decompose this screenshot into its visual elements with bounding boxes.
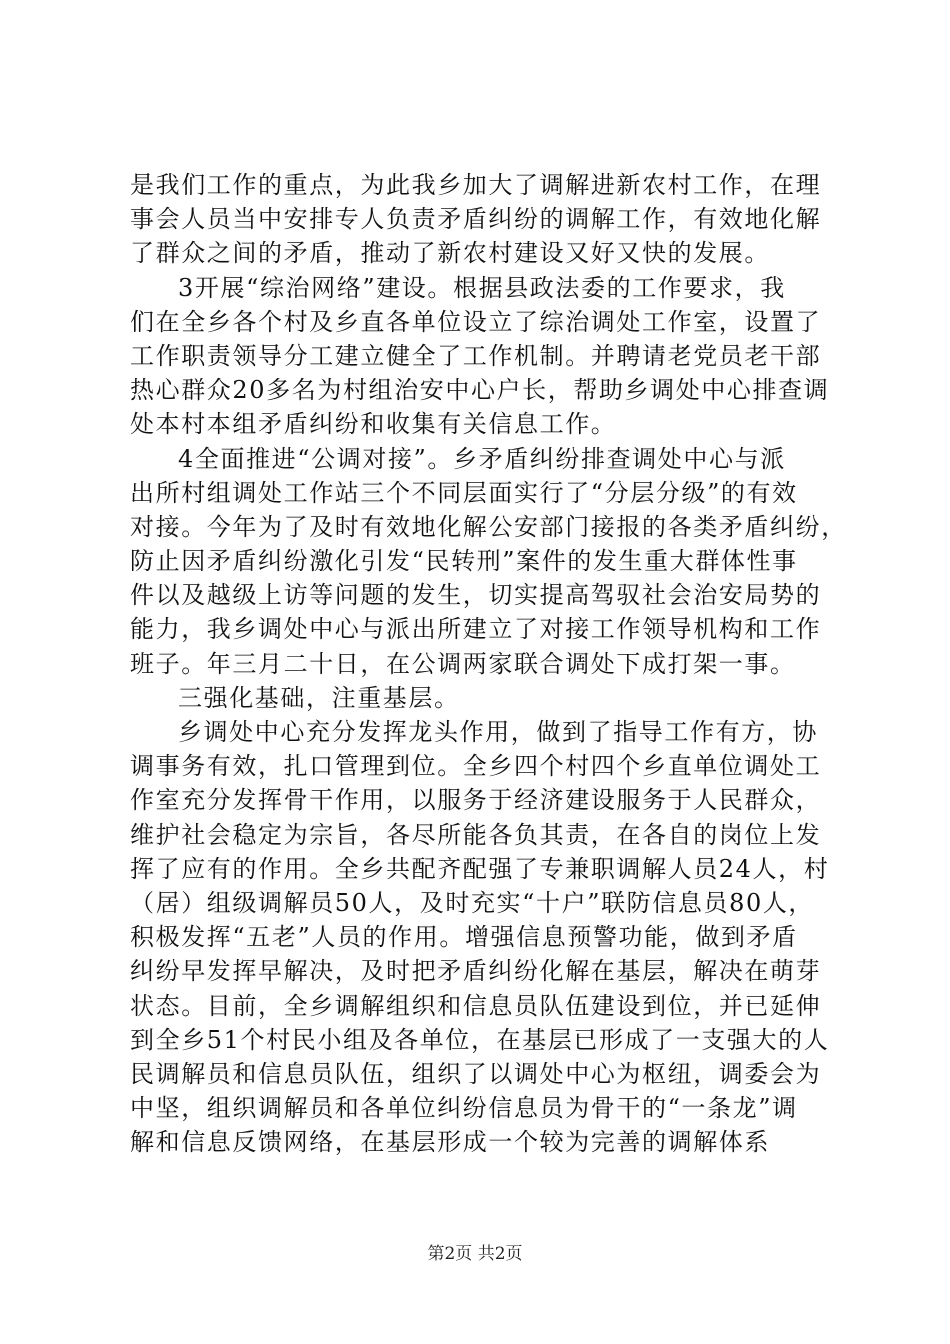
text-line: 是我们工作的重点，为此我乡加大了调解进新农村工作，在理 <box>130 171 822 199</box>
text-line: 三强化基础，注重基层。 <box>178 683 460 712</box>
text-line: 3开展“综治网络”建设。根据县政法委的工作要求，我 <box>178 273 786 302</box>
text-line: 调事务有效，扎口管理到位。全乡四个村四个乡直单位调处工 <box>130 752 822 781</box>
text-line: 了群众之间的矛盾，推动了新农村建设又好又快的发展。 <box>130 239 770 268</box>
text-line: 件以及越级上访等问题的发生，切实提高驾驭社会治安局势的 <box>130 581 822 610</box>
text-line: 挥了应有的作用。全乡共配齐配强了专兼职调解人员24人，村 <box>130 854 830 883</box>
text-line: 状态。目前，全乡调解组织和信息员队伍建设到位，并已延伸 <box>130 991 822 1020</box>
text-line: 工作职责领导分工建立健全了工作机制。并聘请老党员老干部 <box>130 341 822 370</box>
text-line: 对接。今年为了及时有效地化解公安部门接报的各类矛盾纠纷， <box>130 512 847 541</box>
text-line: 防止因矛盾纠纷激化引发“民转刑”案件的发生重大群体性事 <box>130 547 798 576</box>
text-line: 民调解员和信息员队伍，组织了以调处中心为枢纽，调委会为 <box>130 1059 822 1088</box>
text-line: 纠纷早发挥早解决，及时把矛盾纠纷化解在基层，解决在萌芽 <box>130 957 822 986</box>
text-line: 出所村组调处工作站三个不同层面实行了“分层分级”的有效 <box>130 478 798 507</box>
text-line: 能力，我乡调处中心与派出所建立了对接工作领导机构和工作 <box>130 615 822 644</box>
text-line: （居）组级调解员50人，及时充实“十户”联防信息员80人， <box>130 888 815 917</box>
text-line: 到全乡51个村民小组及各单位，在基层已形成了一支强大的人 <box>130 1025 830 1054</box>
text-line: 解和信息反馈网络，在基层形成一个较为完善的调解体系 <box>130 1128 770 1157</box>
text-line: 乡调处中心充分发挥龙头作用，做到了指导工作有方，协 <box>178 718 818 746</box>
text-line: 班子。年三月二十日，在公调两家联合调处下成打架一事。 <box>130 649 796 678</box>
text-line: 中坚，组织调解员和各单位纠纷信息员为骨干的“一条龙”调 <box>130 1094 798 1123</box>
page-footer: 第2页 共2页 <box>427 1244 523 1264</box>
text-line: 积极发挥“五老”人员的作用。增强信息预警功能，做到矛盾 <box>130 923 798 952</box>
text-line: 作室充分发挥骨干作用，以服务于经济建设服务于人民群众， <box>130 786 822 815</box>
text-line: 事会人员当中安排专人负责矛盾纠纷的调解工作，有效地化解 <box>130 205 822 234</box>
text-line: 们在全乡各个村及乡直各单位设立了综治调处工作室，设置了 <box>130 307 822 336</box>
text-line: 维护社会稳定为宗旨，各尽所能各负其责，在各自的岗位上发 <box>130 820 822 849</box>
document-body <box>130 168 847 1159</box>
text-line: 4全面推进“公调对接”。乡矛盾纠纷排查调处中心与派 <box>178 444 786 473</box>
text-line: 热心群众20多名为村组治安中心户长，帮助乡调处中心排查调 <box>130 376 830 405</box>
text-line: 处本村本组矛盾纠纷和收集有关信息工作。 <box>130 410 617 439</box>
